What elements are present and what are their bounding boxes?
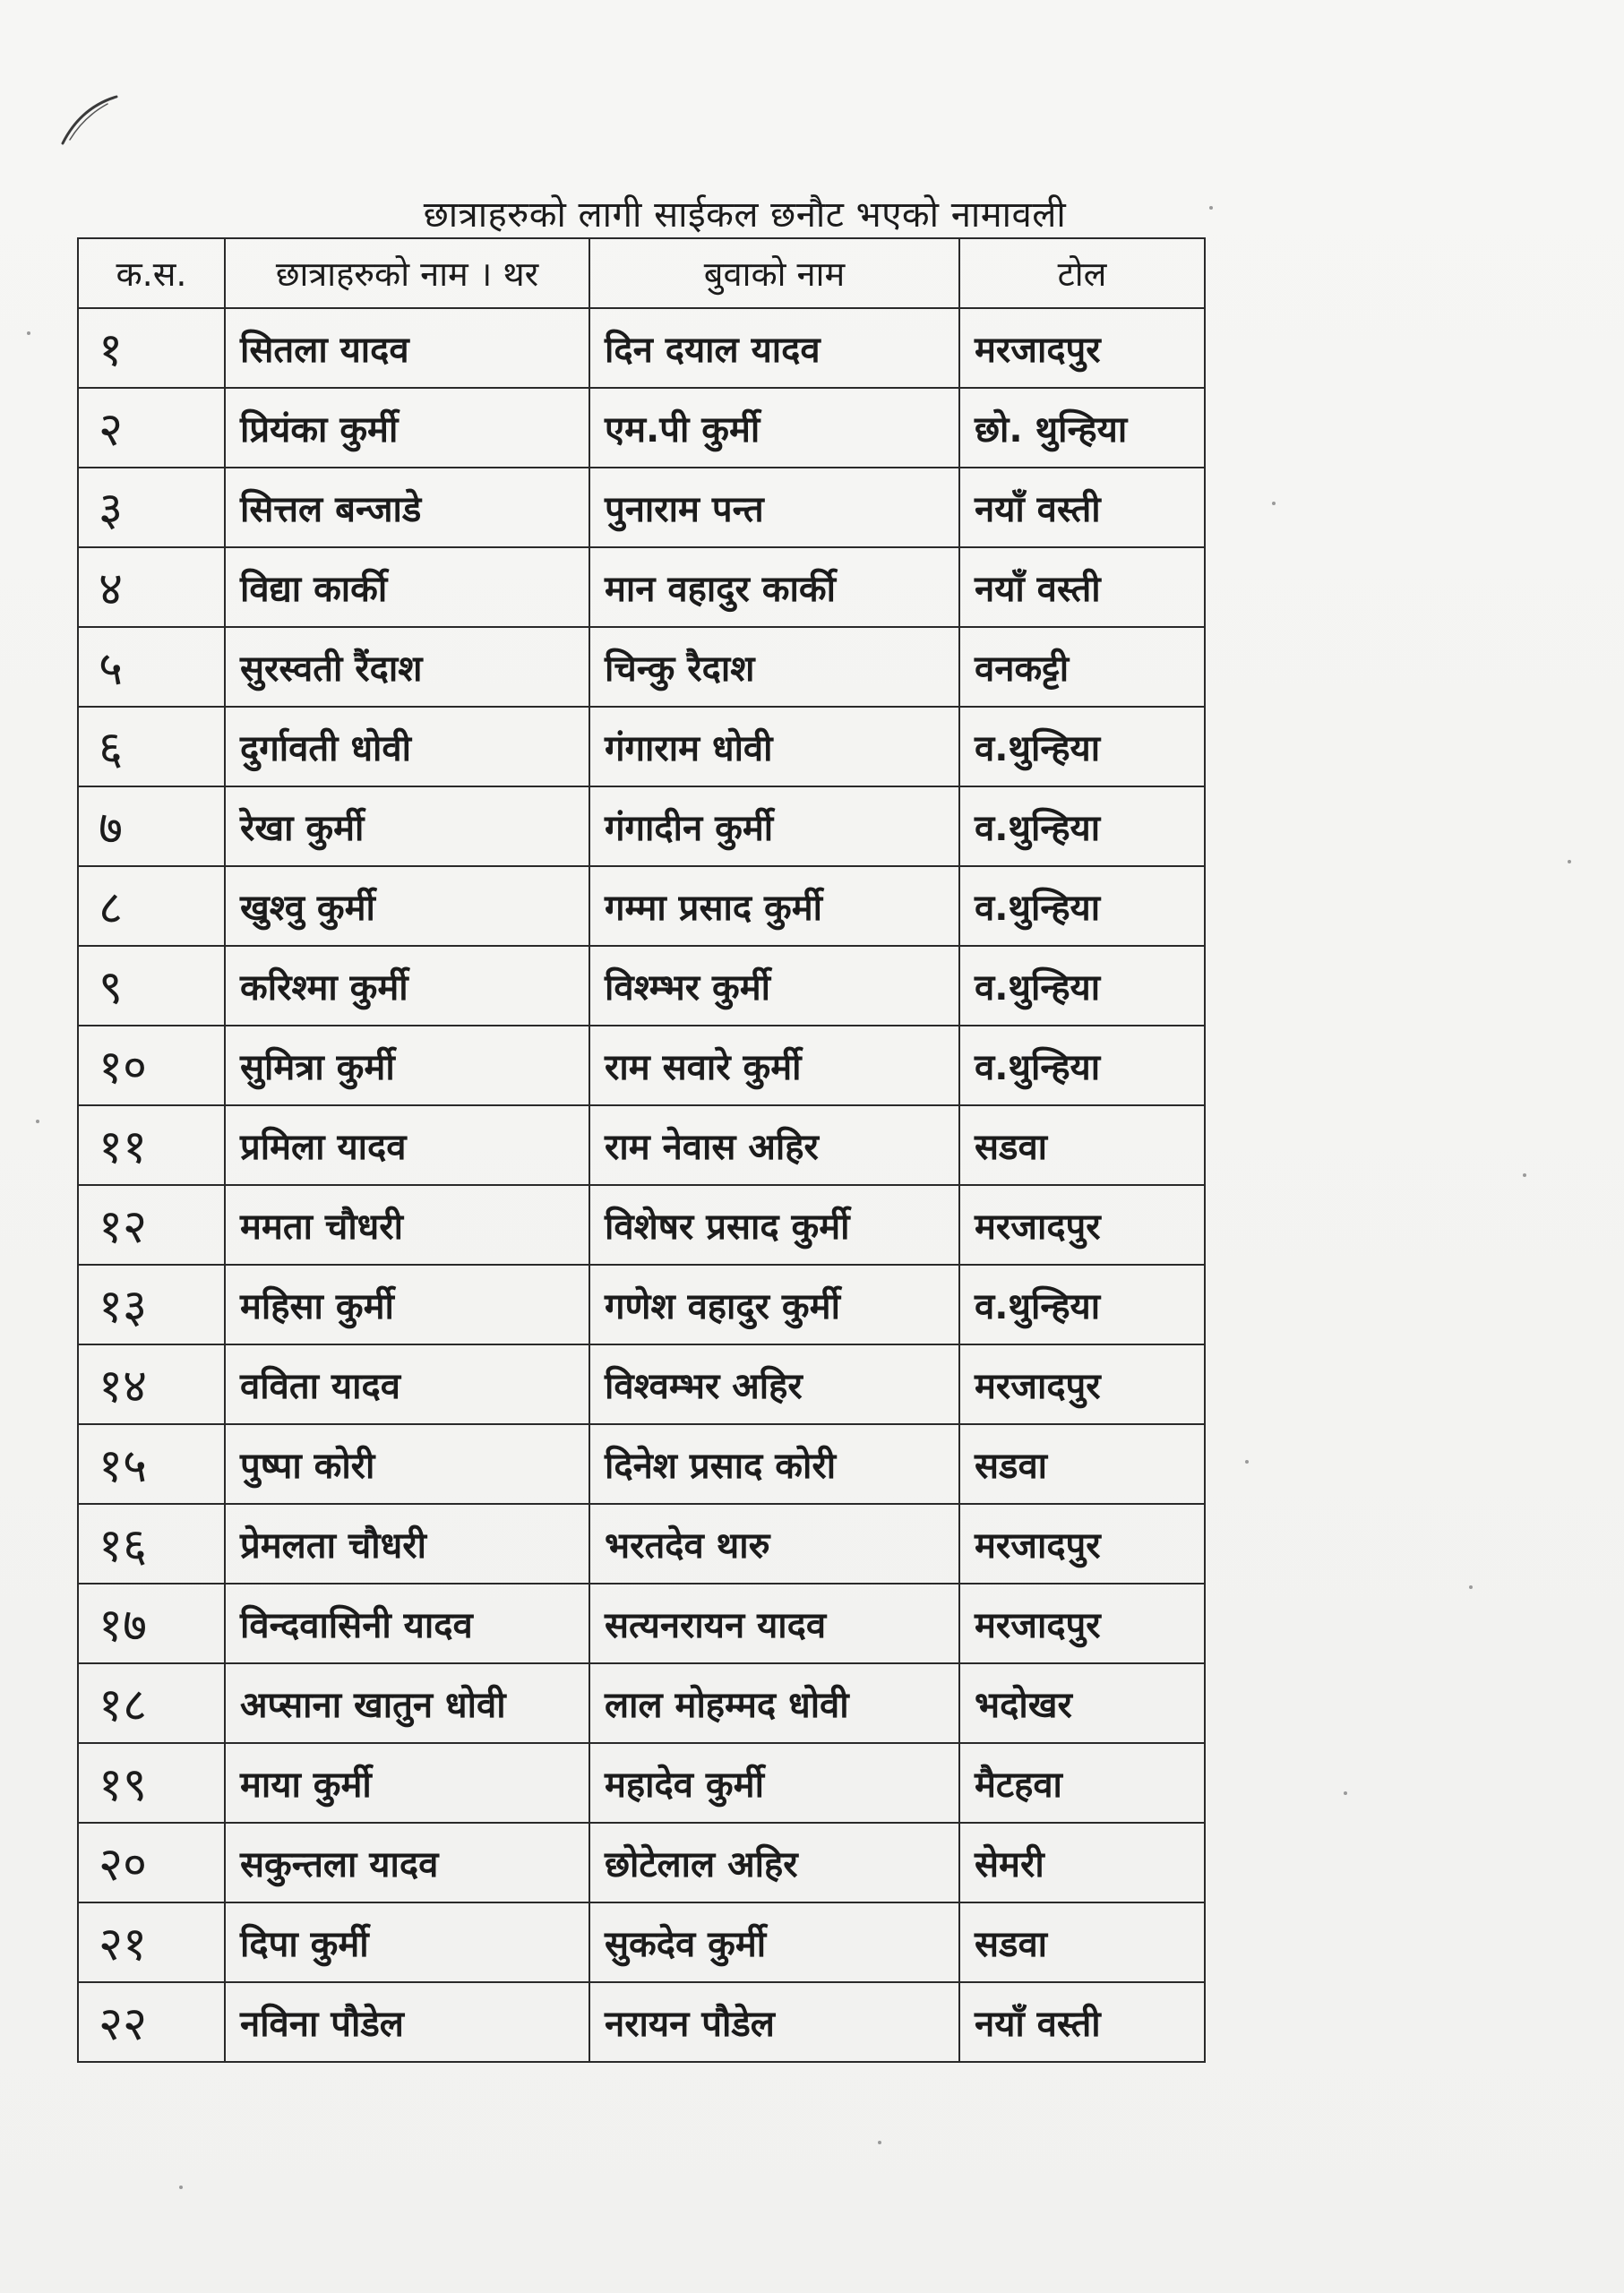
cell-student-name: खुश्वु कुर्मी: [225, 866, 589, 946]
table-row: [78, 468, 1205, 547]
cell-serial: २२: [78, 1982, 225, 2062]
scan-speck: [878, 2141, 881, 2144]
cell-serial: १: [78, 308, 225, 388]
scan-speck: [27, 331, 30, 335]
cell-tole: सडवा: [959, 1424, 1205, 1504]
cell-serial: १४: [78, 1344, 225, 1424]
cell-father-name: पुनाराम पन्त: [589, 468, 959, 547]
cell-tole: व.थुन्हिया: [959, 866, 1205, 946]
table-row: [78, 1424, 1205, 1504]
cell-tole: व.थुन्हिया: [959, 786, 1205, 866]
cell-student-name: सुमित्रा कुर्मी: [225, 1026, 589, 1105]
cell-serial: ९: [78, 946, 225, 1026]
cell-father-name: विश्म्भर कुर्मी: [589, 946, 959, 1026]
cell-student-name: रेखा कुर्मी: [225, 786, 589, 866]
table-row: [78, 1344, 1205, 1424]
cell-tole: भदोखर: [959, 1663, 1205, 1743]
cell-serial: १९: [78, 1743, 225, 1823]
scan-speck: [1469, 1585, 1473, 1589]
cell-serial: १०: [78, 1026, 225, 1105]
page-title: [0, 188, 1624, 237]
table-row: [78, 1504, 1205, 1584]
cell-tole: नयाँ वस्ती: [959, 547, 1205, 627]
cell-father-name: गंगाराम धोवी: [589, 707, 959, 786]
cell-student-name: पुष्पा कोरी: [225, 1424, 589, 1504]
cell-tole: सडवा: [959, 1902, 1205, 1982]
cell-serial: २१: [78, 1902, 225, 1982]
table-row: [78, 547, 1205, 627]
cell-tole: मरजादपुर: [959, 1504, 1205, 1584]
cell-serial: ११: [78, 1105, 225, 1185]
cell-father-name: मान वहादुर कार्की: [589, 547, 959, 627]
cell-serial: १२: [78, 1185, 225, 1265]
cell-student-name: प्रेमलता चौधरी: [225, 1504, 589, 1584]
cell-tole: व.थुन्हिया: [959, 707, 1205, 786]
cell-tole: मरजादपुर: [959, 1185, 1205, 1265]
cell-serial: ८: [78, 866, 225, 946]
cell-father-name: विश्वम्भर अहिर: [589, 1344, 959, 1424]
cell-father-name: दिनेश प्रसाद कोरी: [589, 1424, 959, 1504]
table-row: [78, 1584, 1205, 1663]
cell-serial: ७: [78, 786, 225, 866]
page-title-text: छात्राहरुको लागी साईकल छनौट भएको नामावली: [423, 194, 1067, 236]
cell-father-name: सुकदेव कुर्मी: [589, 1902, 959, 1982]
cell-student-name: सकुन्तला यादव: [225, 1823, 589, 1902]
table-row: [78, 1185, 1205, 1265]
cell-tole: व.थुन्हिया: [959, 1026, 1205, 1105]
table-header-row: [78, 238, 1205, 308]
scan-speck: [1568, 860, 1571, 863]
table-row: [78, 786, 1205, 866]
cell-father-name: लाल मोहम्मद धोवी: [589, 1663, 959, 1743]
cell-serial: ५: [78, 627, 225, 707]
scan-speck: [179, 2186, 183, 2189]
table-row: [78, 1105, 1205, 1185]
cell-tole: मरजादपुर: [959, 1584, 1205, 1663]
cell-student-name: नविना पौडेल: [225, 1982, 589, 2062]
cell-serial: २०: [78, 1823, 225, 1902]
cell-student-name: सित्तल बन्जाडे: [225, 468, 589, 547]
header-serial: क.स.: [78, 238, 225, 308]
table-row: [78, 1982, 1205, 2062]
cell-student-name: वविता यादव: [225, 1344, 589, 1424]
cell-tole: सेमरी: [959, 1823, 1205, 1902]
cell-father-name: विशेषर प्रसाद कुर्मी: [589, 1185, 959, 1265]
cell-father-name: राम नेवास अहिर: [589, 1105, 959, 1185]
cell-father-name: एम.पी कुर्मी: [589, 388, 959, 468]
cell-serial: १३: [78, 1265, 225, 1344]
scan-speck: [1523, 1173, 1526, 1177]
cell-serial: १८: [78, 1663, 225, 1743]
cell-tole: मैटहवा: [959, 1743, 1205, 1823]
cell-tole: सडवा: [959, 1105, 1205, 1185]
cell-student-name: सितला यादव: [225, 308, 589, 388]
cell-father-name: छोटेलाल अहिर: [589, 1823, 959, 1902]
pen-stroke-mark: [54, 90, 125, 152]
scan-speck: [36, 1120, 39, 1123]
cell-student-name: दिपा कुर्मी: [225, 1902, 589, 1982]
header-student-name: छात्राहरुको नाम । थर: [225, 238, 589, 308]
cell-serial: १५: [78, 1424, 225, 1504]
table-row: [78, 1663, 1205, 1743]
cell-student-name: ममता चौधरी: [225, 1185, 589, 1265]
table-row: [78, 388, 1205, 468]
cell-serial: ४: [78, 547, 225, 627]
cell-father-name: गणेश वहादुर कुर्मी: [589, 1265, 959, 1344]
cell-serial: १७: [78, 1584, 225, 1663]
cell-father-name: दिन दयाल यादव: [589, 308, 959, 388]
cell-tole: नयाँ वस्ती: [959, 1982, 1205, 2062]
cell-student-name: प्रमिला यादव: [225, 1105, 589, 1185]
cell-father-name: गंगादीन कुर्मी: [589, 786, 959, 866]
table-row: [78, 707, 1205, 786]
table-row: [78, 1743, 1205, 1823]
cell-student-name: माया कुर्मी: [225, 1743, 589, 1823]
table-row: [78, 1265, 1205, 1344]
table-row: [78, 866, 1205, 946]
cell-tole: मरजादपुर: [959, 1344, 1205, 1424]
cell-serial: १६: [78, 1504, 225, 1584]
cell-father-name: राम सवारे कुर्मी: [589, 1026, 959, 1105]
cell-father-name: गम्मा प्रसाद कुर्मी: [589, 866, 959, 946]
table-body: [78, 308, 1205, 2062]
cell-student-name: सुरस्वती रैंदाश: [225, 627, 589, 707]
cell-serial: ३: [78, 468, 225, 547]
table-row: [78, 1823, 1205, 1902]
cell-student-name: विन्दवासिनी यादव: [225, 1584, 589, 1663]
cell-father-name: नरायन पौडेल: [589, 1982, 959, 2062]
cell-student-name: दुर्गावती धोवी: [225, 707, 589, 786]
table-row: [78, 1026, 1205, 1105]
table-row: [78, 308, 1205, 388]
scan-speck: [1209, 206, 1213, 210]
cell-tole: मरजादपुर: [959, 308, 1205, 388]
cell-father-name: महादेव कुर्मी: [589, 1743, 959, 1823]
cell-father-name: सत्यनरायन यादव: [589, 1584, 959, 1663]
cell-tole: व.थुन्हिया: [959, 1265, 1205, 1344]
cell-serial: ६: [78, 707, 225, 786]
cell-tole: नयाँ वस्ती: [959, 468, 1205, 547]
header-father-name: बुवाको नाम: [589, 238, 959, 308]
scan-speck: [1245, 1460, 1249, 1464]
table-row: [78, 946, 1205, 1026]
cell-father-name: भरतदेव थारु: [589, 1504, 959, 1584]
cell-serial: २: [78, 388, 225, 468]
header-tole: टोल: [959, 238, 1205, 308]
cell-student-name: प्रियंका कुर्मी: [225, 388, 589, 468]
cell-student-name: अप्साना खातुन धोवी: [225, 1663, 589, 1743]
cell-student-name: महिसा कुर्मी: [225, 1265, 589, 1344]
scan-speck: [1272, 502, 1276, 505]
table-row: [78, 627, 1205, 707]
cell-tole: छो. थुन्हिया: [959, 388, 1205, 468]
cell-student-name: करिश्मा कुर्मी: [225, 946, 589, 1026]
cell-student-name: विद्या कार्की: [225, 547, 589, 627]
cell-tole: व.थुन्हिया: [959, 946, 1205, 1026]
cell-father-name: चिन्कु रैदाश: [589, 627, 959, 707]
scan-speck: [1344, 1791, 1347, 1795]
table-row: [78, 1902, 1205, 1982]
cell-tole: वनकट्टी: [959, 627, 1205, 707]
selection-table: [77, 237, 1206, 2063]
